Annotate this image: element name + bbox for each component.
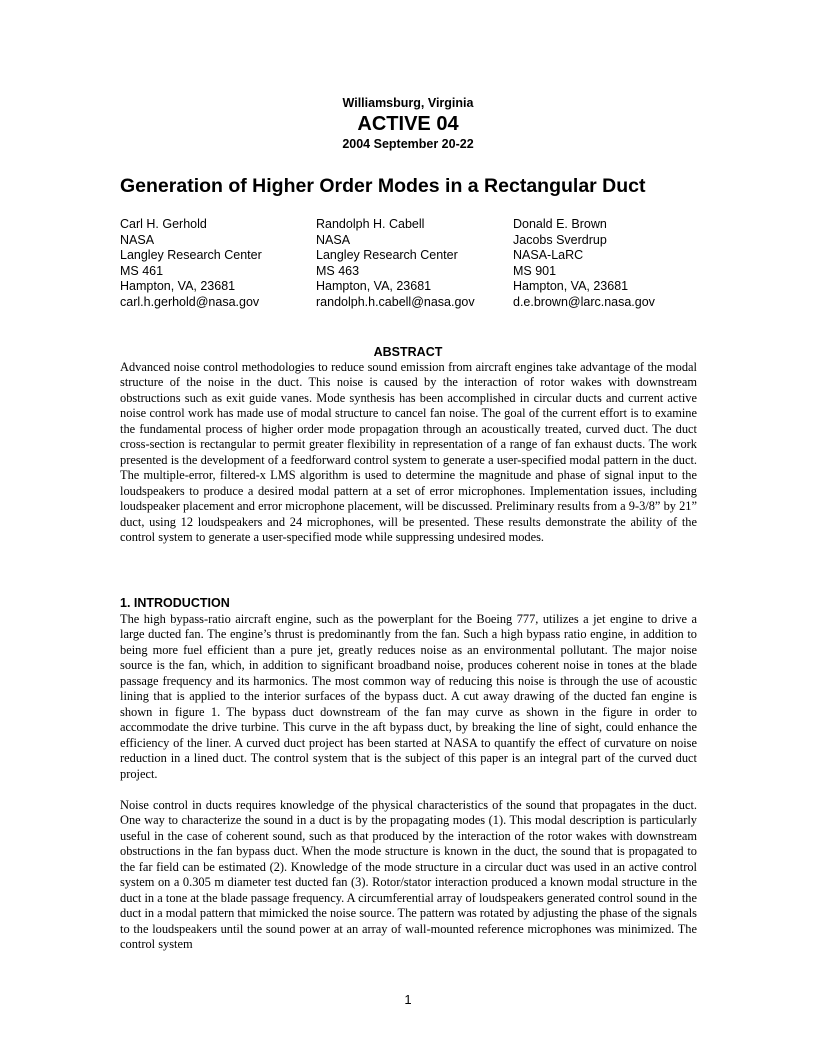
author-name: Randolph H. Cabell <box>316 217 425 231</box>
introduction-paragraph-2: Noise control in ducts requires knowledge of the physical characteristics of the sound that propagates in the duct. One way to characterize the sound in a duct is by the propagating modes (1). This modal description is particularly useful in the case of coherent sound, such as that produced by the interaction of the rotor wakes with downstream obstructions in the fan bypass duct. When the mode structure is known in the duct, the sound that is propagated to the far field can be estimated (2). Knowledge of the mode structure in a circular duct was used in an active control system on a 0.305 m diameter test ducted fan (3). Rotor/stator interaction produced a known modal structure in the duct in a tone at the blade passage frequency. A circumferential array of loudspeakers generated control sound in the duct in a modal pattern that mimicked the noise source. The pattern was rotated by adjusting the phase of the signals to the loudspeakers until the sound power at an array of wall-mounted reference microphones was minimized. The control system <box>120 798 697 952</box>
author-center: Langley Research Center <box>120 248 262 262</box>
author-mail-stop: MS 463 <box>316 263 360 278</box>
author-email: randolph.h.cabell@nasa.gov <box>316 294 475 309</box>
conference-location: Williamsburg, Virginia <box>342 96 474 110</box>
author-name: Carl H. Gerhold <box>120 217 207 231</box>
abstract-text: Advanced noise control methodologies to reduce sound emission from aircraft engines take advantage of the modal structure of the noise in the duct. This noise is caused by the interaction of rotor wakes with downstream obstructions such as exit guide vanes. Mode synthesis has been accomplished in circular ducts and current active noise control work has made use of modal structure to cancel fan noise. The goal of the current effort is to examine the fundamental process of higher order mode propagation through an acoustically treated, curved duct. The duct cross-section is rectangular to permit greater flexibility in representation of a range of fan exhaust ducts. The work presented is the development of a feedforward control system to generate a user-specified modal pattern in the duct. The multiple-error, filtered-x LMS algorithm is used to determine the magnitude and phase of signal input to the loudspeakers to produce a desired modal pattern at a set of error microphones. Implementation issues, including loudspeaker placement and error microphone placement, will be discussed. Preliminary results from a 9-3/8” by 21” duct, using 12 loudspeakers and 24 microphones, will be presented. These results demonstrate the ability of the control system to generate a user-specified mode while suppressing undesired modes. <box>120 360 697 544</box>
page-number: 1 <box>404 992 412 1007</box>
author-organization: NASA <box>120 232 155 247</box>
author-mail-stop: MS 901 <box>513 263 557 278</box>
author-address: Hampton, VA, 23681 <box>513 279 629 293</box>
author-center: Langley Research Center <box>316 248 458 262</box>
author-address: Hampton, VA, 23681 <box>120 279 236 293</box>
author-email: d.e.brown@larc.nasa.gov <box>513 294 655 309</box>
author-organization: NASA <box>316 232 351 247</box>
author-address: Hampton, VA, 23681 <box>316 279 432 293</box>
conference-date: 2004 September 20-22 <box>342 137 474 151</box>
author-1 <box>120 217 262 310</box>
author-name: Donald E. Brown <box>513 217 607 231</box>
author-organization: Jacobs Sverdrup <box>513 232 607 247</box>
author-mail-stop: MS 461 <box>120 263 164 278</box>
conference-name: ACTIVE 04 <box>357 113 459 135</box>
section-heading-introduction: 1. INTRODUCTION <box>120 596 230 610</box>
abstract-heading: ABSTRACT <box>373 345 443 359</box>
author-2 <box>316 217 475 310</box>
author-center: NASA-LaRC <box>513 248 584 262</box>
author-3 <box>513 217 655 310</box>
author-email: carl.h.gerhold@nasa.gov <box>120 294 260 309</box>
introduction-paragraph-1: The high bypass-ratio aircraft engine, such as the powerplant for the Boeing 777, utilizes a jet engine to drive a large ducted fan. The engine’s thrust is predominantly from the fan. Such a high bypass ratio engine, in addition to being more fuel efficient than a pure jet, greatly reduces noise as an environmental pollutant. The major noise source is the fan, which, in addition to significant broadband noise, produces coherent noise in tones at the blade passage frequency and its harmonics. The most common way of reducing this noise is through the use of acoustic lining that is applied to the interior surfaces of the bypass duct. A cut away drawing of the ducted fan engine is shown in figure 1. The bypass duct downstream of the fan may curve as shown in the figure in order to accommodate the drive turbine. This curve in the aft bypass duct, by breaking the line of sight, could enhance the efficiency of the liner. A curved duct project has been started at NASA to quantify the effect of curvature on noise reduction in a lined duct. The control system that is the subject of this paper is an integral part of the curved duct project. <box>120 612 697 781</box>
paper-title: Generation of Higher Order Modes in a Rectangular Duct <box>120 175 646 197</box>
